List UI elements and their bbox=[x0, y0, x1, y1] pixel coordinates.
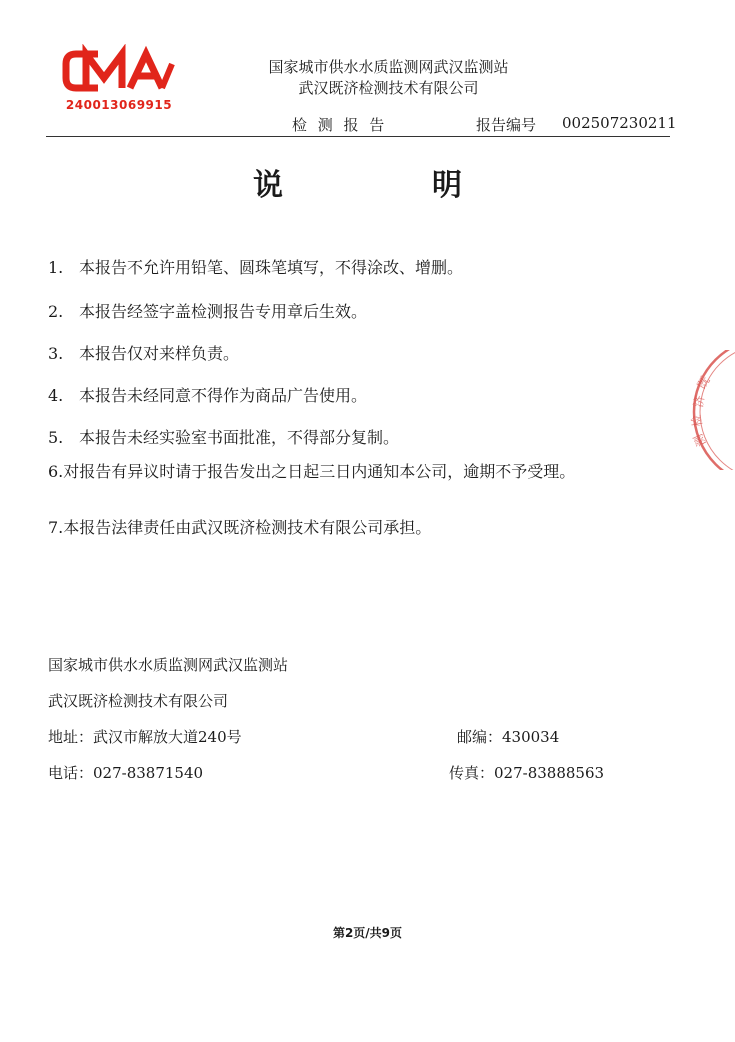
note-number: 7. bbox=[48, 518, 64, 537]
cma-certificate-number: 240013069915 bbox=[65, 98, 173, 112]
note-number: 1. bbox=[48, 258, 64, 277]
note-text: 对报告有异议时请于报告发出之日起三日内通知本公司，逾期不予受理。 bbox=[63, 462, 576, 481]
header-org-line2: 武汉既济检测技术有限公司 bbox=[298, 79, 479, 97]
svg-text:检: 检 bbox=[690, 413, 705, 428]
note-text: 本报告未经同意不得作为商品广告使用。 bbox=[79, 386, 368, 405]
page-number: 第2页/共9页 bbox=[332, 926, 403, 940]
note-item bbox=[48, 428, 678, 448]
contact-org-line1: 国家城市供水水质监测网武汉监测站 bbox=[48, 656, 289, 674]
page-title-right: 明 bbox=[432, 168, 462, 203]
seal-stamp-icon bbox=[690, 350, 735, 470]
note-item bbox=[48, 518, 678, 538]
note-item bbox=[48, 386, 678, 406]
contact-fax: 传真：027-83888563 bbox=[449, 764, 605, 782]
note-text: 本报告不允许用铅笔、圆珠笔填写，不得涂改、增删。 bbox=[79, 258, 464, 277]
contact-address: 地址：武汉市解放大道240号 bbox=[48, 728, 242, 746]
contact-org-line2: 武汉既济检测技术有限公司 bbox=[48, 692, 229, 710]
report-type: 检 测 报 告 bbox=[292, 116, 388, 134]
note-number: 2. bbox=[48, 302, 64, 321]
note-text: 本报告仅对来样负责。 bbox=[79, 344, 240, 363]
contact-postcode: 邮编：430034 bbox=[457, 728, 560, 746]
svg-text:测: 测 bbox=[690, 431, 709, 449]
report-number: 002507230211 bbox=[562, 114, 677, 132]
note-number: 4. bbox=[48, 386, 64, 405]
note-number: 6. bbox=[48, 462, 64, 481]
note-number: 5. bbox=[48, 428, 64, 447]
note-item bbox=[48, 302, 678, 322]
header-org-line1: 国家城市供水水质监测网武汉监测站 bbox=[268, 58, 509, 76]
note-text: 本报告法律责任由武汉既济检测技术有限公司承担。 bbox=[63, 518, 432, 537]
note-item bbox=[48, 258, 678, 278]
note-item bbox=[48, 344, 678, 364]
note-number: 3. bbox=[48, 344, 64, 363]
note-item bbox=[48, 462, 678, 482]
page-title-left: 说 bbox=[253, 168, 283, 203]
note-text: 本报告未经实验室书面批准，不得部分复制。 bbox=[79, 428, 400, 447]
svg-text:既: 既 bbox=[694, 374, 713, 392]
svg-text:济: 济 bbox=[691, 394, 708, 409]
note-text: 本报告经签字盖检测报告专用章后生效。 bbox=[79, 302, 368, 321]
contact-phone: 电话：027-83871540 bbox=[48, 764, 204, 782]
header-divider bbox=[46, 136, 670, 137]
report-number-label: 报告编号 bbox=[476, 116, 537, 134]
seal-stamp bbox=[690, 350, 735, 470]
